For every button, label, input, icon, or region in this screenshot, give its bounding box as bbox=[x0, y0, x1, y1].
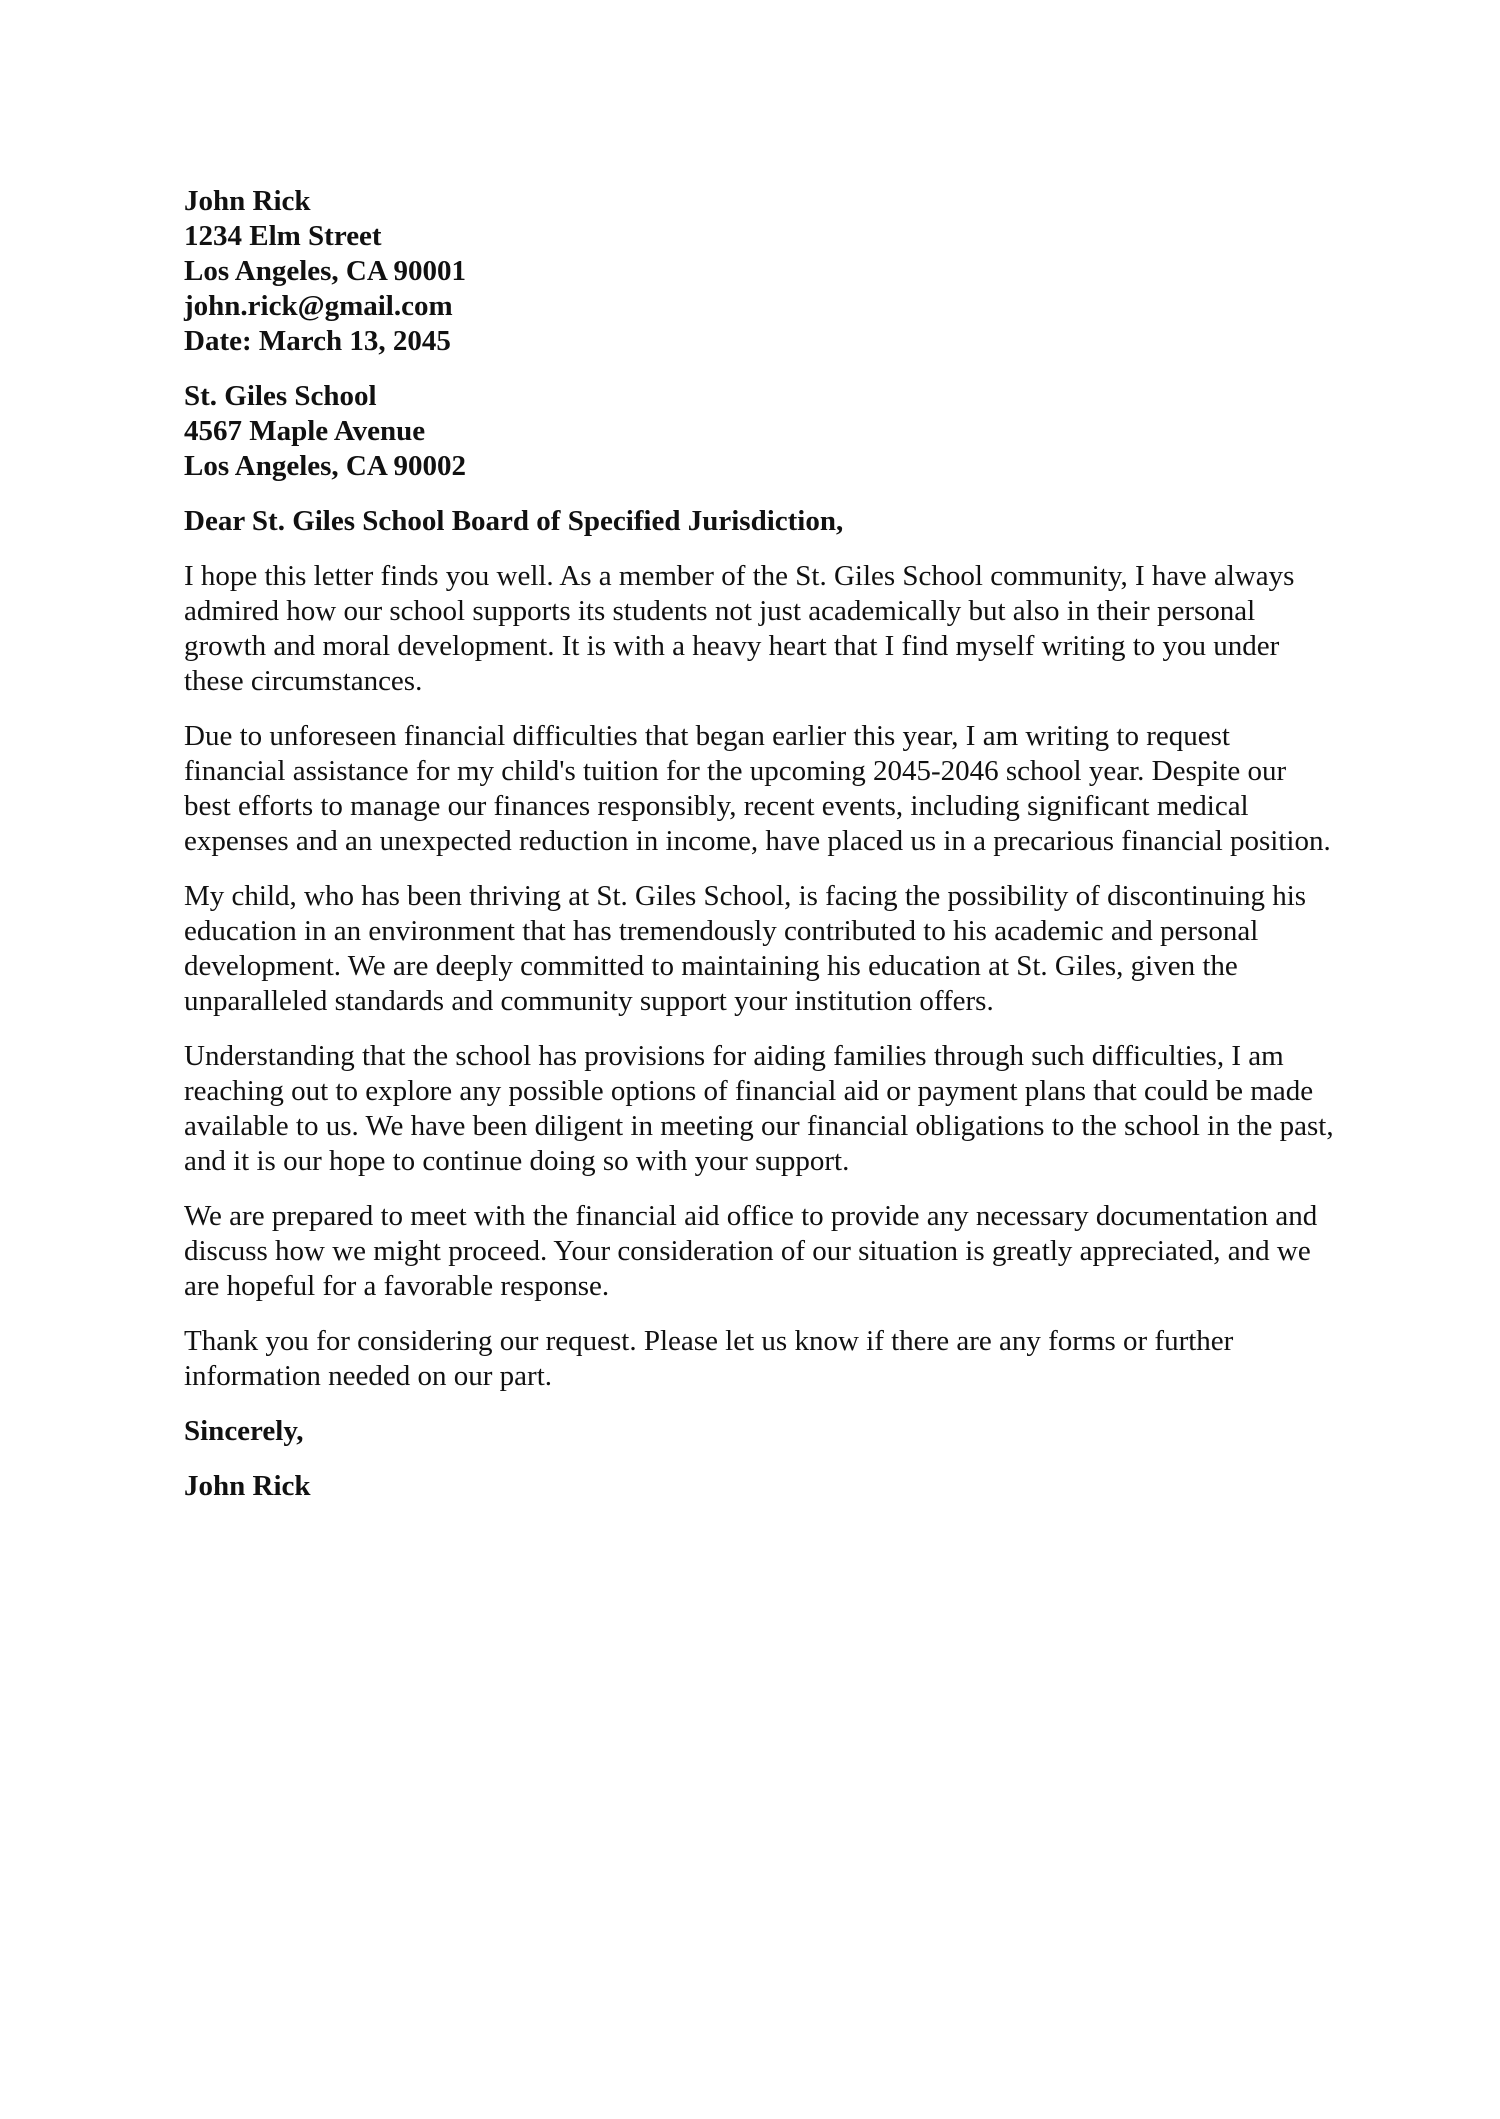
sender-email: john.rick@gmail.com bbox=[184, 290, 453, 322]
recipient-city: Los Angeles, CA 90002 bbox=[184, 450, 466, 482]
salutation: Dear St. Giles School Board of Specified Jurisdiction, bbox=[184, 505, 844, 537]
recipient-name: St. Giles School bbox=[184, 380, 377, 412]
letter-body bbox=[184, 184, 1334, 1524]
sender-city: Los Angeles, CA 90001 bbox=[184, 255, 466, 287]
sender-address-block bbox=[184, 184, 1334, 359]
recipient-address-block bbox=[184, 379, 1334, 484]
body-paragraph-2: Due to unforeseen financial difficulties that began earlier this year, I am writing to request financial assistance for my child's tuition for the upcoming 2045-2046 school year. Despite our best efforts to manage our finances responsibly, recent events, including significant medical expenses and an unexpected reduction in income, have placed us in a precarious financial position. bbox=[184, 720, 1331, 857]
letter-date: Date: March 13, 2045 bbox=[184, 325, 451, 357]
body-paragraph-3: My child, who has been thriving at St. Giles School, is facing the possibility of discontinuing his education in an environment that has tremendously contributed to his academic and personal development. We are deeply committed to maintaining his education at St. Giles, given the unparalleled standards and community support your institution offers. bbox=[184, 880, 1307, 1017]
body-paragraph-6: Thank you for considering our request. Please let us know if there are any forms or further information needed on our part. bbox=[184, 1325, 1234, 1392]
body-paragraph-1: I hope this letter finds you well. As a member of the St. Giles School community, I have always admired how our school supports its students not just academically but also in their personal growth and moral development. It is with a heavy heart that I find myself writing to you under these circumstances. bbox=[184, 560, 1295, 697]
signature: John Rick bbox=[184, 1470, 311, 1502]
body-paragraph-5: We are prepared to meet with the financial aid office to provide any necessary documentation and discuss how we might proceed. Your consideration of our situation is greatly appreciated, and we are hopeful for a favorable response. bbox=[184, 1200, 1318, 1302]
recipient-street: 4567 Maple Avenue bbox=[184, 415, 426, 447]
body-paragraph-4: Understanding that the school has provisions for aiding families through such difficulties, I am reaching out to explore any possible options of financial aid or payment plans that could be made available to us. We have been diligent in meeting our financial obligations to the school in the past, and it is our hope to continue doing so with your support. bbox=[184, 1040, 1334, 1177]
sender-name: John Rick bbox=[184, 185, 311, 217]
closing: Sincerely, bbox=[184, 1415, 304, 1447]
sender-street: 1234 Elm Street bbox=[184, 220, 382, 252]
